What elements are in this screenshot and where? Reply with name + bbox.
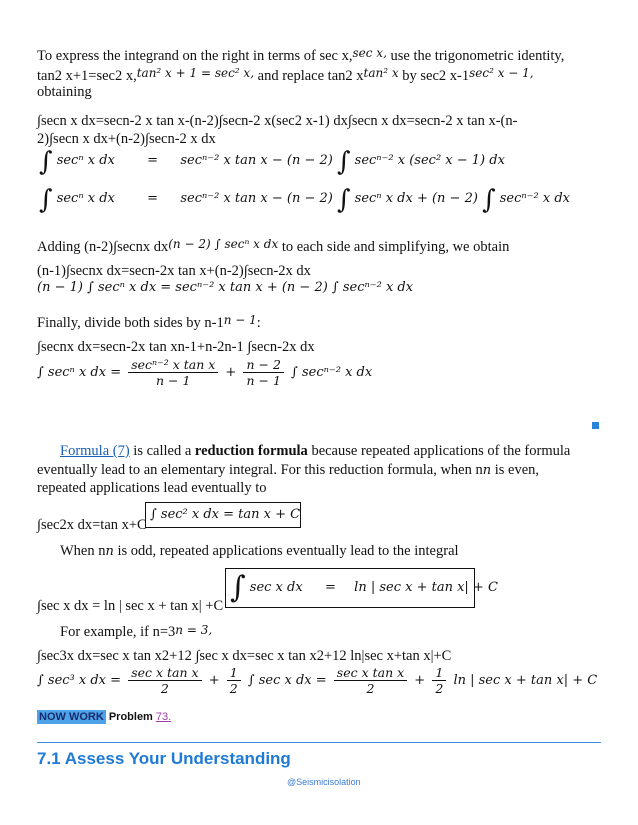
sec3-example-equation: ∫ sec³ x dx = $\frac{\text{sec x tan x}}{2}$ + $\frac{1}{2}$ ∫ sec x dx = $\frac{\text{sec x tan x}}{2}$ + $\frac{1}{2}$ ln | sec x + tan x| + C [37, 665, 598, 696]
sec2-integral-box: ∫ sec² x dx = tan x + C [145, 502, 301, 528]
formula-text: ∫sec2x dx=tan x+C [37, 517, 147, 533]
end-of-proof-icon [592, 422, 599, 429]
formula-7-link[interactable]: Formula (7) [60, 443, 130, 459]
paragraph-line: tan2 x+1=sec2 x,$^{tan^2 x + 1 = sec^2 x,}$ and replace tan2 $x^{tan^2 x}$ by sec2 $x-1^{sec^2 x - 1,}$ [37, 66, 534, 84]
formula-text: ∫secn x dx=secn-2 x tan x-(n-2)∫secn-2 x(sec2 x-1) dx∫secn x dx=secn-2 x tan x-(n- [37, 113, 518, 129]
paragraph-line: repeated applications lead eventually to [37, 480, 267, 496]
paragraph-line: To express the integrand on the right in terms of sec x,$^{sec x,}$ use the trigonometric identity, [37, 46, 565, 64]
paragraph-line: Finally, divide both sides by $n-1^{n - 1}$: [37, 313, 261, 331]
now-work-badge: NOW WORK [39, 711, 104, 723]
sec-integral-box: ∫ sec x dx = ln | sec x + tan x| + C [225, 568, 475, 608]
section-divider [37, 742, 601, 743]
paragraph-line: eventually lead to an elementary integral. For this reduction formula, when nn is even, [37, 462, 540, 478]
paragraph-line: For example, if n=3n = 3, [60, 623, 213, 640]
paragraph-line: obtaining [37, 84, 92, 100]
formula-text: ∫sec x dx = ln | sec x + tan x| +C [37, 598, 224, 614]
paragraph-line: When nn is odd, repeated applications eventually lead to the integral [60, 543, 459, 559]
paragraph-line: Formula (7) is called a reduction formula because repeated applications of the formula [60, 443, 571, 459]
formula-text: ∫sec3x dx=sec x tan x2+12 ∫sec x dx=sec x tan x2+12 ln|sec x+tan x|+C [37, 648, 452, 664]
paragraph-line: Adding (n-2)∫secnx $dx^{(n - 2) \int sec^n x dx}$ to each side and simplifying, we obtain [37, 237, 510, 255]
formula-text: ∫secnx dx=secn-2x tan xn-1+n-2n-1 ∫secn-2x dx [37, 339, 315, 355]
equation-row-1: ∫ secⁿ x dx = secⁿ⁻² x tan x − (n − 2) ∫ secⁿ⁻² x (sec² x − 1) dx [39, 147, 505, 177]
formula-text: 2)∫secn x dx+(n-2)∫secn-2 x dx [37, 131, 216, 147]
section-heading: 7.1 Assess Your Understanding [37, 749, 291, 768]
equation-simplified: (n − 1) ∫ secⁿ x dx = secⁿ⁻² x tan x + (n − 2) ∫ secⁿ⁻² x dx [37, 280, 414, 295]
reduction-formula: ∫ secⁿ x dx = $\frac{\text{secⁿ⁻² x tan x}}{n - 1}$ + $\frac{n - 2}{n - 1}$ ∫ secⁿ⁻² x dx [37, 357, 373, 388]
problem-73-link[interactable]: 73. [155, 711, 172, 723]
now-work-line: NOW WORK Problem 73. [39, 711, 172, 723]
equation-row-2: ∫ secⁿ x dx = secⁿ⁻² x tan x − (n − 2) ∫ secⁿ x dx + (n − 2) ∫ secⁿ⁻² x dx [39, 185, 570, 215]
watermark: @Seismicisolation [287, 777, 361, 787]
formula-text: (n-1)∫secnx dx=secn-2x tan x+(n-2)∫secn-2x dx [37, 263, 311, 279]
